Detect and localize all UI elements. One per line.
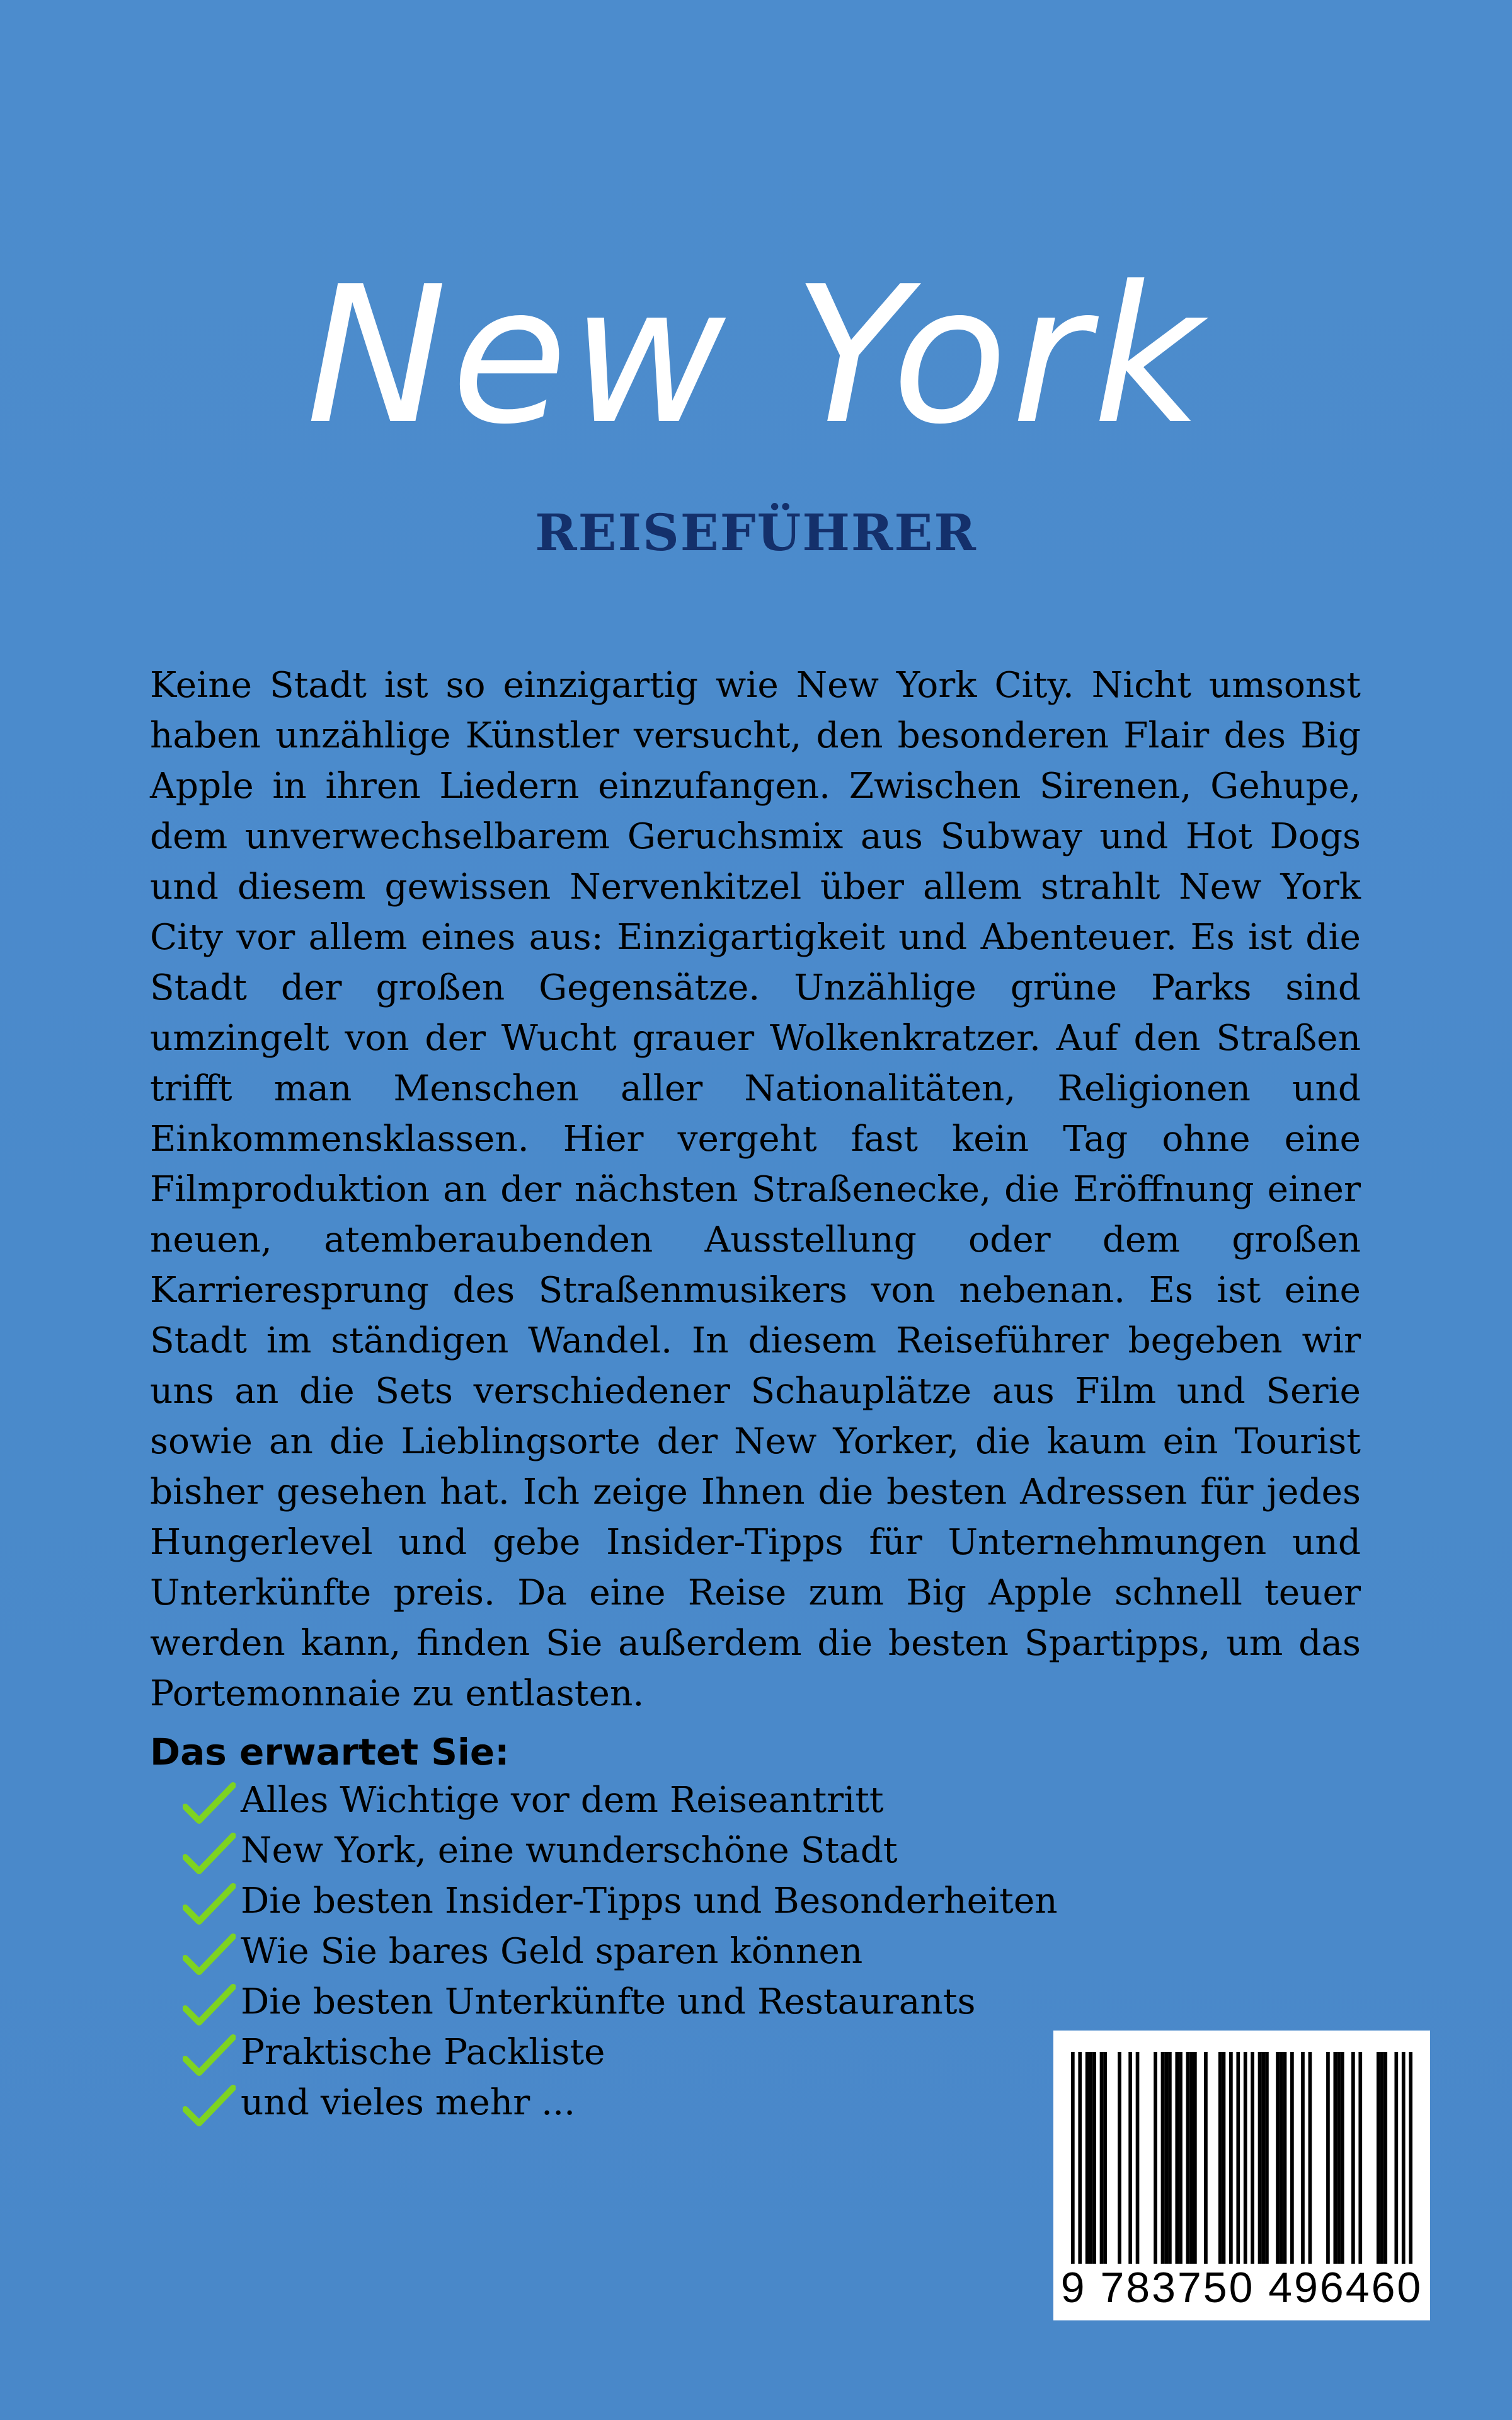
barcode-bar <box>1154 2052 1157 2264</box>
barcode-bar <box>1251 2052 1254 2264</box>
feature-item-label: Alles Wichtige vor dem Reiseantritt <box>241 1780 884 1821</box>
checkmark-icon <box>183 1882 236 1927</box>
barcode-bar <box>1071 2052 1075 2264</box>
barcode-bar <box>1085 2052 1089 2264</box>
barcode-bar <box>1326 2052 1330 2264</box>
barcode-bar <box>1409 2052 1412 2264</box>
cover-title: New York <box>306 246 1206 466</box>
barcode-bar <box>1337 2052 1341 2264</box>
barcode-bar <box>1280 2052 1283 2264</box>
barcode-bar <box>1394 2052 1398 2264</box>
barcode-bar <box>1377 2052 1380 2264</box>
barcode-bar <box>1136 2052 1140 2264</box>
barcode-bar <box>1078 2052 1082 2264</box>
checkmark-icon <box>183 1782 236 1826</box>
feature-item-label: Die besten Unterkünfte und Restaurants <box>241 1981 976 2022</box>
barcode-bar <box>1236 2052 1240 2264</box>
barcode-bar <box>1189 2052 1193 2264</box>
list-item <box>183 2078 1058 2128</box>
barcode-bar <box>1261 2052 1265 2264</box>
list-item <box>183 1876 1058 1927</box>
list-item <box>183 1927 1058 1977</box>
barcode-bar <box>1100 2052 1104 2264</box>
barcode-bar <box>1301 2052 1305 2264</box>
barcode-bar <box>1128 2052 1132 2264</box>
features-heading: Das erwartet Sie: <box>150 1731 510 1773</box>
barcode-bar <box>1290 2052 1294 2264</box>
barcode-bar <box>1402 2052 1406 2264</box>
barcode-bar <box>1092 2052 1096 2264</box>
barcode-bar <box>1380 2052 1384 2264</box>
barcode-bar <box>1222 2052 1226 2264</box>
barcode-bar <box>1218 2052 1222 2264</box>
barcode-bar <box>1204 2052 1208 2264</box>
barcode-bar <box>1383 2052 1387 2264</box>
barcode-bar <box>1358 2052 1362 2264</box>
barcode-bar <box>1186 2052 1190 2264</box>
barcode-bar <box>1193 2052 1197 2264</box>
barcode-bar <box>1265 2052 1269 2264</box>
feature-item-label: Die besten Insider-Tipps und Besonderheiten <box>241 1881 1058 1922</box>
feature-item-label: und vieles mehr ... <box>241 2082 576 2123</box>
barcode-bar <box>1229 2052 1233 2264</box>
barcode-bar <box>1258 2052 1262 2264</box>
barcode-bars <box>1071 2052 1412 2264</box>
checkmark-icon <box>183 1832 236 1876</box>
barcode-bar <box>1175 2052 1179 2264</box>
feature-item-label: New York, eine wunderschöne Stadt <box>241 1830 898 1871</box>
barcode-bar <box>1341 2052 1344 2264</box>
checkmark-icon <box>183 1983 236 2027</box>
cover-subtitle: REISEFÜHRER <box>535 503 977 562</box>
checkmark-icon <box>183 2084 236 2128</box>
barcode-bar <box>1351 2052 1355 2264</box>
checkmark-icon <box>183 1933 236 1977</box>
list-item <box>183 1775 1058 1826</box>
barcode-bar <box>1283 2052 1287 2264</box>
barcode-bar <box>1118 2052 1121 2264</box>
barcode-bar <box>1276 2052 1280 2264</box>
blurb-paragraph: Keine Stadt ist so einzigartig wie New York City. Nicht umsonst haben unzählige Künstler versucht, den besonderen Flair des Big Apple in ihren Liedern einzufangen. Zwischen Sirenen, Gehupe, dem unverwechselbarem Geruchsmix aus Subway und Hot Dogs und diesem gewissen Nervenkitzel über allem strahlt New York City vor allem eines aus: Einzigartigkeit und Abenteuer. Es ist die Stadt der großen Gegensätze. Unzählige grüne Parks sind umzingelt von der Wucht grauer Wolkenkratzer. Auf den Straßen trifft man Menschen aller Nationalitäten, Religionen und Einkommensklassen. Hier vergeht fast kein Tag ohne eine Filmproduktion an der nächsten Straßenecke, die Eröffnung einer neuen, atemberaubenden Ausstellung oder dem großen Karrieresprung des Straßenmusikers von nebenan. Es ist eine Stadt im ständigen Wandel. In diesem Reiseführer begeben wir uns an die Sets verschiedener Schauplätze aus Film und Serie sowie an die Lieblingsorte der New Yorker, die kaum ein Tourist bisher gesehen hat. Ich zeige Ihnen die besten Adressen für jedes Hungerlevel und gebe Insider-Tipps für Unternehmungen und Unterkünfte preis. Da eine Reise zum Big Apple schnell teuer werden kann, finden Sie außerdem die besten Spartipps, um das Portemonnaie zu entlasten. <box>150 665 1361 1714</box>
barcode-bar <box>1168 2052 1172 2264</box>
list-item <box>183 2027 1058 2078</box>
barcode-bar <box>1333 2052 1337 2264</box>
barcode-bar <box>1161 2052 1165 2264</box>
barcode-bar <box>1244 2052 1247 2264</box>
list-item <box>183 1977 1058 2027</box>
isbn-barcode <box>1053 2031 1430 2320</box>
barcode-bar <box>1309 2052 1312 2264</box>
barcode-bar <box>1103 2052 1107 2264</box>
checkmark-icon <box>183 2034 236 2078</box>
list-item <box>183 1826 1058 1876</box>
feature-item-label: Praktische Packliste <box>241 2032 605 2073</box>
barcode-bar <box>1179 2052 1183 2264</box>
barcode-bar <box>1089 2052 1093 2264</box>
barcode-number: 9 783750 496460 <box>1060 2264 1423 2312</box>
feature-list <box>183 1775 1058 2128</box>
barcode-bar <box>1164 2052 1168 2264</box>
feature-item-label: Wie Sie bares Geld sparen können <box>241 1931 863 1972</box>
